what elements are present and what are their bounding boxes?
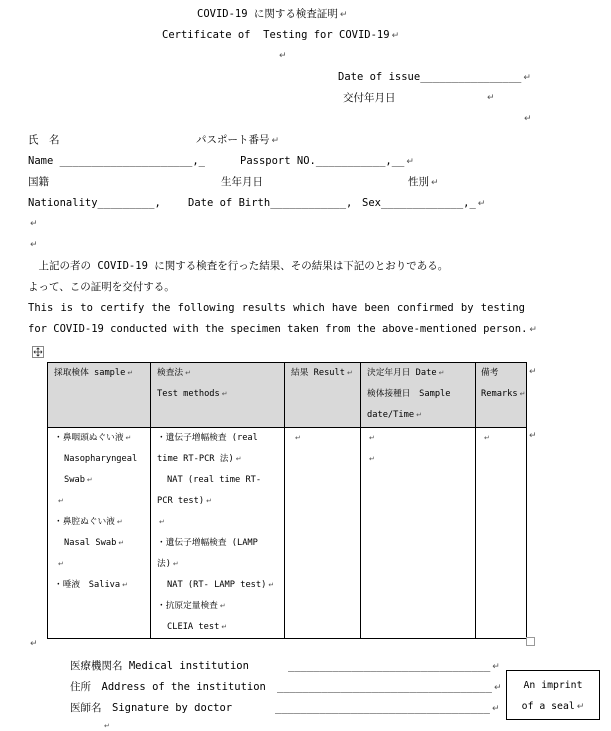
sample-item: Nasal Swab [64, 538, 117, 548]
sex-label-ja-line [408, 172, 439, 193]
cell-mark: ↵ [125, 434, 132, 442]
doctor-field-line [275, 698, 499, 719]
method-item: NAT (real time RT- [167, 475, 262, 485]
issue-date-label-en: Date of issue [338, 71, 421, 83]
passport-label-ja-line [196, 130, 279, 151]
cell-mark: ↵ [369, 455, 375, 463]
title-en-line [162, 25, 399, 46]
institution-field-line [288, 656, 500, 677]
paragraph-mark: ↵ [271, 136, 280, 146]
cell-mark: ↵ [116, 518, 123, 526]
method-item: 法) [157, 559, 171, 569]
cell-mark: ↵ [172, 560, 179, 568]
sample-cell[interactable] [48, 428, 151, 639]
cell-mark: ↵ [185, 369, 191, 377]
header-cell-result[interactable] [285, 363, 361, 428]
cell-mark: ↵ [58, 560, 64, 568]
document-title-ja: COVID-19 に関する検査証明 [197, 8, 338, 20]
sample-item: ・唾液 Saliva [54, 580, 121, 590]
birth-label-en: Date of Birth [188, 197, 271, 209]
name-blank-field[interactable]: _____________________,_ [59, 155, 206, 167]
results-table [47, 362, 527, 639]
document-title-en: Certificate of Testing for COVID-19 [162, 29, 390, 41]
table-row [48, 428, 527, 639]
cell-mark: ↵ [159, 518, 165, 526]
method-item: time RT-PCR 法) [157, 454, 234, 464]
cell-mark: ↵ [58, 497, 64, 505]
method-item: ・抗原定量検査 [157, 601, 218, 611]
cell-mark: ↵ [219, 602, 226, 610]
seal-box-line-1 [507, 675, 599, 696]
method-cell[interactable] [151, 428, 285, 639]
sample-item: ・鼻咽頭ぬぐい液 [54, 433, 124, 443]
statement-en-text-2: for COVID-19 conducted with the specimen taken from the above-mentioned person. [28, 323, 528, 335]
statement-ja-line-1 [28, 256, 448, 277]
cell-mark: ↵ [416, 411, 422, 419]
paragraph-mark: ↵ [491, 704, 500, 714]
statement-ja-text-1: 上記の者の COVID-19 に関する検査を行った結果、その結果は下記のとおりである。 [28, 260, 449, 272]
sex-field-line [362, 193, 485, 214]
address-field-line [277, 677, 501, 698]
cell-mark: ↵ [118, 539, 125, 547]
cell-mark: ↵ [484, 434, 490, 442]
paragraph-mark: ↵ [431, 178, 439, 188]
row-end-mark: ↵ [529, 431, 537, 441]
method-item: NAT (RT- LAMP test) [167, 580, 267, 590]
header-cell-method[interactable] [151, 363, 285, 428]
cell-mark: ↵ [369, 434, 375, 442]
doctor-label [70, 698, 232, 719]
result-cell[interactable] [285, 428, 361, 639]
method-item: ・遺伝子増幅検査 (real [157, 433, 258, 443]
name-label-ja: 氏 名 [28, 134, 60, 146]
header-date-label-1: 決定年月日 Date [367, 368, 437, 378]
cell-mark: ↵ [206, 497, 212, 505]
paragraph-mark: ↵ [406, 157, 414, 167]
cell-mark: ↵ [268, 581, 275, 589]
method-item: PCR test) [157, 496, 205, 506]
title-ja-line [197, 4, 347, 25]
issue-date-blank[interactable]: ________________ [420, 71, 522, 83]
cell-mark: ↵ [438, 369, 445, 377]
sample-item: Swab [64, 475, 85, 485]
address-label-text: 住所 Address of the institution [70, 681, 266, 693]
move-arrows-icon [33, 347, 43, 357]
passport-field-line [240, 151, 414, 172]
cell-mark: ↵ [295, 434, 301, 442]
name-label-en: Name [28, 155, 60, 167]
birth-blank-field[interactable]: ____________, [270, 197, 353, 209]
sex-label-ja: 性別 [408, 176, 429, 188]
birth-field-line [188, 193, 352, 214]
institution-blank-field[interactable]: ________________________________ [288, 660, 491, 672]
header-cell-sample[interactable] [48, 363, 151, 428]
cell-mark: ↵ [127, 369, 134, 377]
nationality-label-en: Nationality [28, 197, 98, 209]
header-method-label-en: Test methods [157, 389, 220, 399]
nationality-label-ja: 国籍 [28, 176, 49, 188]
header-date-label-3: date/Time [367, 410, 415, 420]
institution-label-text: 医療機関名 Medical institution [70, 660, 249, 672]
paragraph-mark: ↵ [477, 199, 486, 209]
table-move-handle-icon[interactable] [32, 346, 44, 358]
paragraph-mark: ↵ [529, 325, 537, 335]
cell-mark: ↵ [86, 476, 93, 484]
passport-blank-field[interactable]: ___________,__ [315, 155, 405, 167]
seal-imprint-box[interactable] [506, 670, 600, 720]
institution-label [70, 656, 249, 677]
paragraph-mark: ↵ [391, 31, 400, 41]
paragraph-mark: ↵ [30, 219, 38, 229]
paragraph-mark: ↵ [30, 639, 38, 649]
cell-mark: ↵ [122, 581, 129, 589]
address-blank-field[interactable]: __________________________________ [277, 681, 492, 693]
method-item: ・遺伝子増幅検査 (LAMP [157, 538, 258, 548]
sex-label-en: Sex [362, 197, 381, 209]
paragraph-mark: ↵ [339, 10, 348, 20]
issue-date-line [338, 67, 531, 88]
cell-mark: ↵ [221, 390, 228, 398]
paragraph-mark: ↵ [30, 240, 38, 250]
sample-item: ・鼻腔ぬぐい液 [54, 517, 115, 527]
cell-mark: ↵ [519, 390, 526, 398]
remarks-cell[interactable] [476, 428, 527, 639]
paragraph-mark: ↵ [524, 114, 532, 124]
cell-mark: ↵ [235, 455, 242, 463]
paragraph-mark: ↵ [487, 93, 495, 103]
cell-mark: ↵ [347, 369, 353, 377]
header-date-label-2: 検体接種日 Sample [367, 389, 451, 399]
method-item: CLEIA test [167, 622, 220, 632]
header-remarks-label-en: Remarks [481, 389, 518, 399]
sample-item: Nasopharyngeal [64, 454, 138, 464]
header-method-label-ja: 検査法 [157, 368, 184, 378]
statement-ja-text-2: よって、この証明を交付する。 [28, 281, 175, 293]
paragraph-mark: ↵ [523, 73, 531, 83]
sex-blank-field[interactable]: _____________,_ [380, 197, 476, 209]
header-cell-remarks[interactable] [476, 363, 527, 428]
statement-en-line-2 [28, 319, 537, 340]
statement-ja-line-2 [28, 277, 175, 298]
seal-box-text-1: An imprint [523, 680, 583, 691]
statement-en-line-1: This is to certify the following results which have been confirmed by testing [28, 302, 525, 314]
seal-box-text-2: of a seal [521, 701, 575, 712]
nationality-blank-field[interactable]: _________, [97, 197, 161, 209]
paragraph-mark: ↵ [279, 51, 287, 61]
nationality-field-line [28, 193, 161, 214]
row-end-mark: ↵ [529, 367, 537, 377]
table-resize-handle[interactable] [526, 637, 535, 646]
cell-mark: ↵ [221, 623, 228, 631]
passport-label-ja: パスポート番号 [196, 134, 270, 146]
paragraph-mark: ↵ [576, 702, 585, 712]
header-remarks-label-ja: 備考 [481, 368, 499, 378]
birth-label-ja: 生年月日 [221, 176, 263, 188]
doctor-signature-blank-field[interactable]: __________________________________ [275, 702, 490, 714]
header-result-label: 結果 Result [291, 368, 345, 378]
paragraph-mark: ↵ [104, 722, 110, 730]
doctor-label-text: 医師名 Signature by doctor [70, 702, 233, 714]
name-field-line [28, 151, 205, 172]
address-label [70, 677, 266, 698]
issue-date-label-ja: 交付年月日 [343, 92, 396, 104]
passport-label-en: Passport NO. [240, 155, 316, 167]
header-cell-date[interactable] [361, 363, 476, 428]
paragraph-mark: ↵ [492, 662, 500, 672]
header-sample-label: 採取検体 sample [54, 368, 126, 378]
paragraph-mark: ↵ [493, 683, 502, 693]
seal-box-line-2 [507, 696, 599, 717]
table-header-row [48, 363, 527, 428]
date-cell[interactable] [361, 428, 476, 639]
